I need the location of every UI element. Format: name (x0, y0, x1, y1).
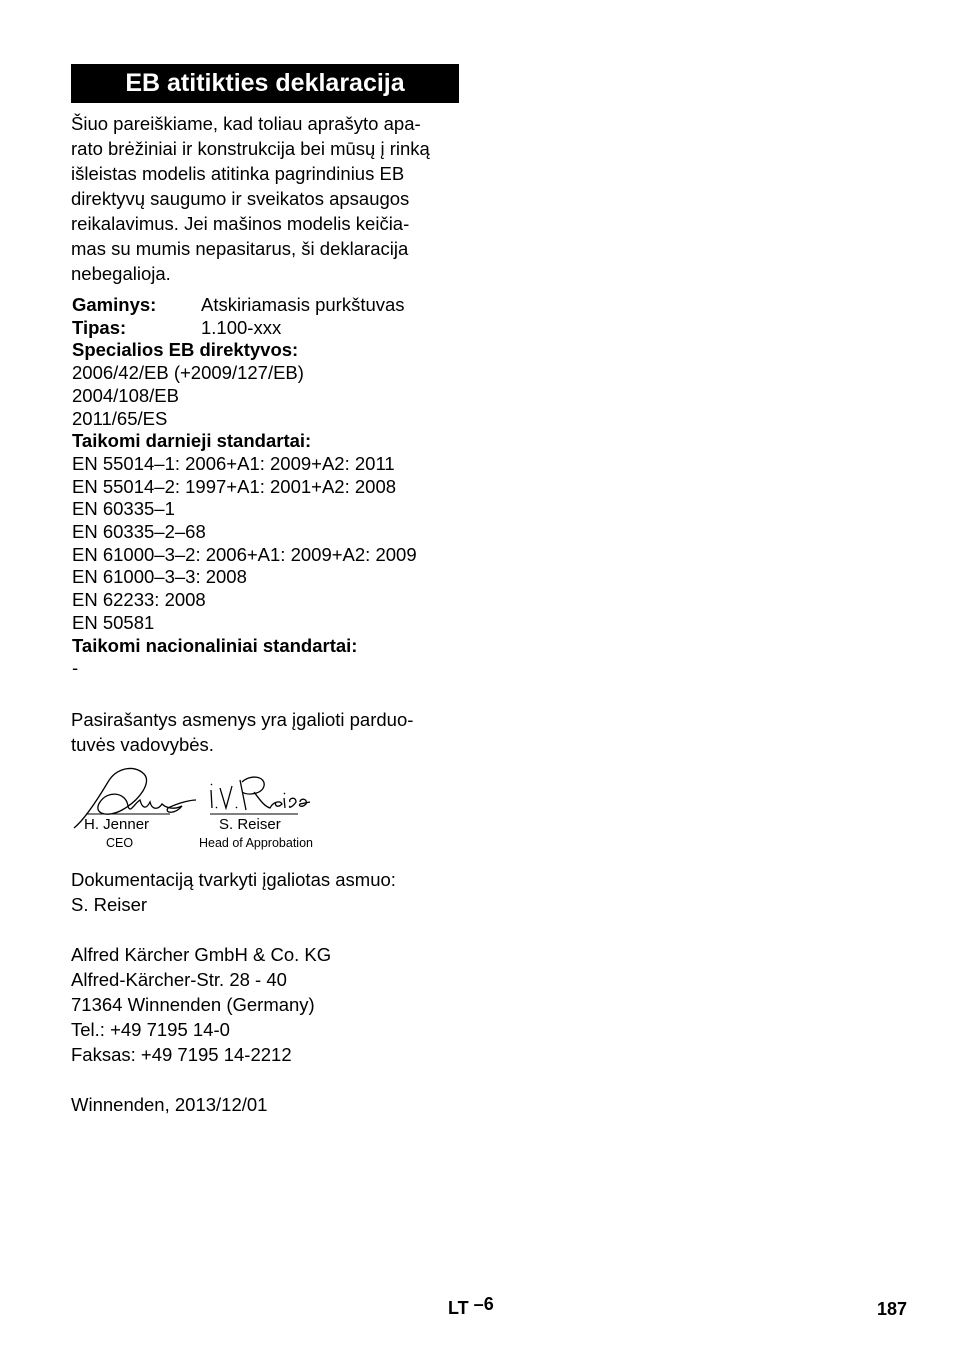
signatory-name: H. Jenner (84, 816, 150, 833)
national-heading: Taikomi nacionaliniai standartai: (72, 634, 358, 656)
standard-item: EN 55014–2: 1997+A1: 2001+A2: 2008 (72, 475, 397, 497)
documentation-block (71, 867, 396, 917)
place-date: Winnenden, 2013/12/01 (71, 1094, 268, 1115)
intro-line: mas su mumis nepasitarus, ši deklaracija (71, 238, 409, 259)
intro-line: Šiuo pareiškiame, kad toliau aprašyto apa- (71, 113, 421, 134)
signature-area (70, 762, 340, 856)
signatory-name: S. Reiser (219, 816, 281, 833)
intro-line: rato brėžiniai ir konstrukcija bei mūsų į rinką (71, 138, 430, 159)
standard-item: EN 61000–3–3: 2008 (72, 566, 247, 588)
product-label: Gaminys: (72, 294, 157, 315)
product-row (72, 294, 472, 317)
product-value: Atskiriamasis purkštuvas (201, 294, 405, 315)
footer-language: LT (448, 1298, 469, 1318)
authorization-line: Pasirašantys asmenys yra įgalioti parduo- (71, 709, 414, 730)
signatory-role: Head of Approbation (199, 836, 313, 850)
intro-line: nebegalioja. (71, 263, 171, 284)
intro-paragraph (71, 111, 463, 286)
directives-heading: Specialios EB direktyvos: (72, 339, 299, 361)
type-row (72, 317, 472, 340)
address-line: Faksas: +49 7195 14-2212 (71, 1044, 292, 1065)
directive-item: 2011/65/ES (72, 407, 168, 429)
standard-item: EN 60335–2–68 (72, 521, 206, 543)
national-value: - (72, 657, 79, 679)
authorization-line: tuvės vadovybės. (71, 734, 214, 755)
documentation-line: S. Reiser (71, 894, 148, 915)
page-title: EB atitikties deklaracija (71, 64, 459, 103)
specification-block (72, 294, 472, 680)
standard-item: EN 62233: 2008 (72, 589, 206, 611)
standard-item: EN 61000–3–2: 2006+A1: 2009+A2: 2009 (72, 543, 417, 565)
documentation-line: Dokumentaciją tvarkyti įgaliotas asmuo: (71, 869, 396, 890)
page-number: 187 (877, 1299, 908, 1319)
footer-section-page: 6 (483, 1294, 494, 1314)
intro-line: direktyvų saugumo ir sveikatos apsaugos (71, 188, 410, 209)
type-label: Tipas: (72, 316, 127, 338)
directive-item: 2004/108/EB (72, 384, 179, 406)
standard-item: EN 50581 (72, 611, 155, 633)
authorization-paragraph (71, 707, 463, 757)
footer-separator: – (473, 1294, 484, 1314)
address-line: Tel.: +49 7195 14-0 (71, 1019, 230, 1040)
intro-line: reikalavimus. Jei mašinos modelis keičia- (71, 213, 410, 234)
directive-item: 2006/42/EB (+2009/127/EB) (72, 362, 304, 384)
address-line: Alfred-Kärcher-Str. 28 - 40 (71, 969, 287, 990)
harmonized-heading: Taikomi darnieji standartai: (72, 430, 312, 452)
address-line: 71364 Winnenden (Germany) (71, 994, 315, 1015)
address-line: Alfred Kärcher GmbH & Co. KG (71, 944, 332, 965)
footer-section-label (448, 1294, 494, 1319)
address-block (71, 942, 331, 1067)
standard-item: EN 55014–1: 2006+A1: 2009+A2: 2011 (72, 452, 395, 474)
signatory-role: CEO (106, 836, 134, 850)
type-value: 1.100-xxx (201, 316, 282, 338)
intro-line: išleistas modelis atitinka pagrindinius EB (71, 163, 405, 184)
standard-item: EN 60335–1 (72, 498, 175, 520)
